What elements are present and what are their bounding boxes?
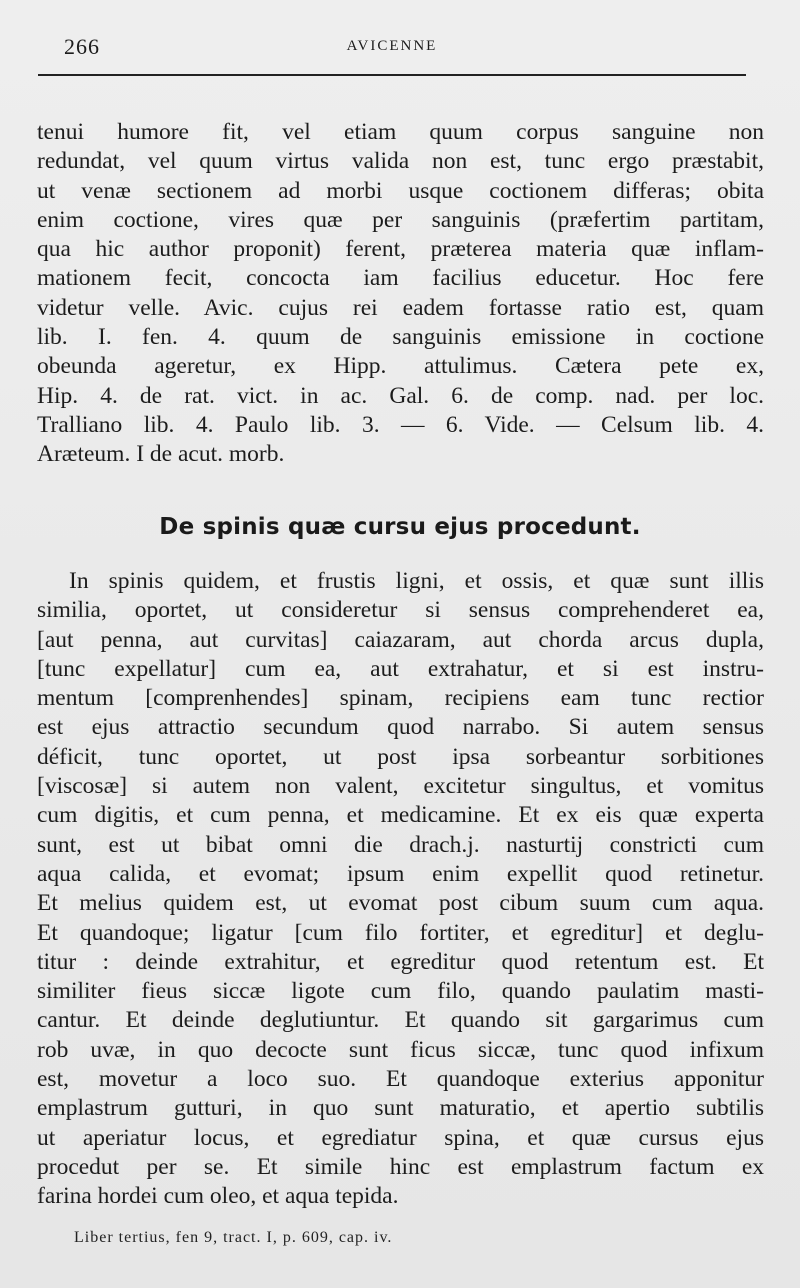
text-line: cum digitis, et cum penna, et medicamine. Et ex eis quæ experta (37, 802, 764, 829)
text-line: sunt, est ut bibat omni die drach.j. nasturtij constricti cum (37, 831, 764, 858)
text-line: est ejus attractio secundum quod narrabo. Si autem sensus (37, 714, 764, 741)
text-line: rob uvæ, in quo decocte sunt ficus siccæ, tunc quod infixum (37, 1036, 764, 1063)
text-line: Hip. 4. de rat. vict. in ac. Gal. 6. de comp. nad. per loc. (37, 382, 764, 409)
text-line: ut aperiatur locus, et egrediatur spina, et quæ cursus ejus (37, 1124, 764, 1151)
text-line: aqua calida, et evomat; ipsum enim expellit quod retinetur. (37, 860, 764, 887)
text-line: redundat, vel quum virtus valida non est, tunc ergo præstabit, (37, 148, 764, 175)
text-line: mationem fecit, concocta iam facilius educetur. Hoc fere (37, 265, 764, 292)
text-line: Et quandoque; ligatur [cum filo fortiter, et egreditur] et deglu- (37, 919, 764, 946)
text-line: procedut per se. Et simile hinc est emplastrum factum ex (37, 1153, 764, 1180)
text-line: [tunc expellatur] cum ea, aut extrahatur, et si est instru- (37, 655, 764, 682)
source-citation: Liber tertius, fen 9, tract. I, p. 609, cap. iv. (74, 1229, 393, 1246)
text-line: tenui humore fit, vel etiam quum corpus sanguine non (37, 119, 764, 145)
page-number: 266 (64, 34, 100, 59)
running-head: AVICENNE (346, 38, 438, 54)
text-line: mentum [comprenhendes] spinam, recipiens eam tunc rectior (37, 685, 764, 712)
text-line: In spinis quidem, et frustis ligni, et ossis, et quæ sunt illis (69, 568, 764, 594)
text-line: Aræteum. I de acut. morb. (37, 441, 285, 468)
text-line: qua hic author proponit) ferent, præterea materia quæ inflam- (37, 236, 764, 263)
text-line: [aut penna, aut curvitas] caiazaram, aut chorda arcus dupla, (37, 626, 764, 653)
text-line: titur : deinde extrahitur, et egreditur quod retentum est. Et (37, 948, 764, 975)
text-line: lib. I. fen. 4. quum de sanguinis emissione in coctione (37, 324, 764, 351)
text-line: Tralliano lib. 4. Paulo lib. 3. — 6. Vide. — Celsum lib. 4. (37, 411, 764, 438)
page-header (36, 34, 748, 64)
header-rule (38, 74, 746, 76)
paragraph-commentary (37, 118, 764, 470)
text-line: similia, oportet, ut consideretur si sensus comprehenderet ea, (37, 597, 764, 624)
text-line: emplastrum gutturi, in quo sunt maturatio, et apertio subtilis (37, 1095, 764, 1122)
text-line: [viscosæ] si autem non valent, excitetur singultus, et vomitus (37, 773, 764, 800)
text-line: farina hordei cum oleo, et aqua tepida. (37, 1183, 399, 1210)
paragraph-main (37, 567, 764, 1212)
text-line: déficit, tunc oportet, ut post ipsa sorbeantur sorbitiones (37, 743, 764, 770)
text-line: est, movetur a loco suo. Et quandoque exterius apponitur (37, 1066, 764, 1093)
text-line: obeunda ageretur, ex Hipp. attulimus. Cætera pete ex, (37, 353, 764, 380)
text-line: videtur velle. Avic. cujus rei eadem fortasse ratio est, quam (37, 294, 764, 321)
text-line: ut venæ sectionem ad morbi usque coctionem differas; obita (37, 177, 764, 204)
text-line: cantur. Et deinde deglutiuntur. Et quando sit gargarimus cum (37, 1007, 764, 1034)
text-line: enim coctione, vires quæ per sanguinis (præfertim partitam, (37, 206, 764, 233)
text-line: Et melius quidem est, ut evomat post cibum suum cum aqua. (37, 890, 764, 917)
section-heading: De spinis quæ cursu ejus procedunt. (159, 514, 641, 540)
text-line: similiter fieus siccæ ligote cum filo, quando paulatim masti- (37, 978, 764, 1005)
